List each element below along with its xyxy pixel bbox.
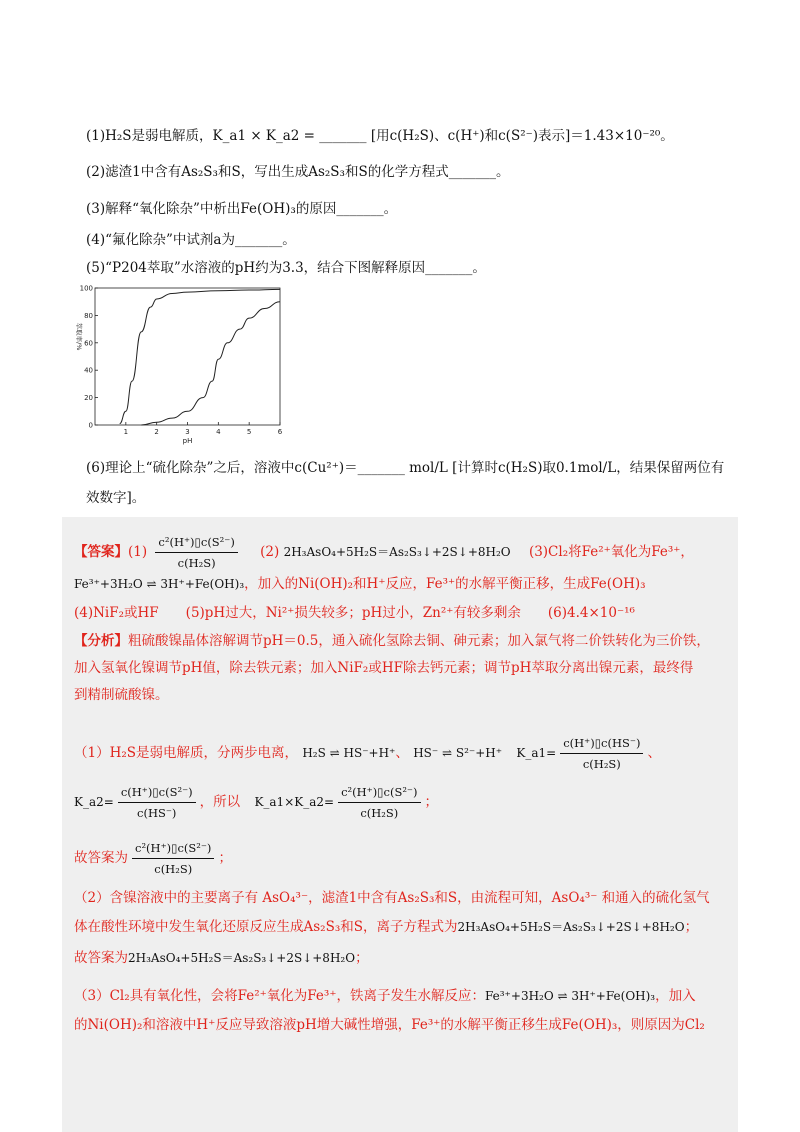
- answer-line-2: [74, 574, 646, 594]
- analysis-line-3: 到精制硫酸镍。: [74, 687, 169, 703]
- analysis-part-1-answer: [74, 838, 232, 879]
- answer-is-label: 故答案为: [74, 850, 128, 866]
- part-2-answer-equation: 2H₃AsO₄+5H₂S＝As₂S₃↓+2S↓+8H₂O: [128, 951, 356, 965]
- separator: ；: [218, 850, 232, 866]
- x-tick-label: 4: [216, 428, 221, 436]
- fraction-numerator: c(H⁺)▯c(HS⁻): [560, 733, 643, 754]
- ka2-label: K_a2=: [74, 795, 114, 809]
- ka1-label: K_a1=: [516, 746, 557, 760]
- analysis-text-1: 粗硫酸镍晶体溶解调节pH＝0.5，通入硫化氢除去铜、砷元素；加入氯气将二价铁转化为三价铁，: [128, 633, 710, 649]
- analysis-line-1: [74, 631, 710, 651]
- analysis-part-1-line-1: [74, 733, 661, 774]
- series-line-2: [141, 302, 280, 425]
- analysis-part-3-line-1: [74, 986, 696, 1006]
- x-axis-label: pH: [182, 437, 193, 445]
- x-tick-label: 6: [277, 428, 283, 436]
- question-6-line-1: (6)理论上“硫化除杂”之后，溶液中c(Cu²⁺)＝_______ mol/L [计算时c(H₂S)取0.1mol/L，结果保留两位有: [86, 460, 725, 476]
- answer-2-equation: 2H₃AsO₄+5H₂S＝As₂S₃↓+2S↓+8H₂O: [283, 545, 511, 559]
- y-tick-label: 0: [88, 421, 93, 430]
- answer-is-label: 故答案为: [74, 950, 128, 966]
- part-3-text: （3）Cl₂具有氧化性，会将Fe²⁺氧化为Fe³⁺，铁离子发生水解反应：: [74, 988, 485, 1004]
- extraction-rate-chart: [70, 280, 290, 445]
- ka-product-label: K_a1×K_a2=: [254, 795, 335, 809]
- fraction-denominator: c(H₂S): [177, 556, 216, 570]
- y-axis-label: 萃取率/%: [75, 322, 83, 351]
- hydrolysis-equation: Fe³⁺+3H₂O ⇌ 3H⁺+Fe(OH)₃: [484, 989, 656, 1003]
- x-tick-label: 2: [154, 428, 159, 436]
- y-tick-label: 80: [84, 311, 93, 320]
- question-2: (2)滤渣1中含有As₂S₃和S，写出生成As₂S₃和S的化学方程式_______。: [86, 164, 510, 180]
- y-tick-label: 100: [79, 284, 93, 293]
- fraction-denominator: c(H₂S): [154, 862, 193, 876]
- ka-product-fraction: [338, 782, 420, 823]
- y-tick-label: 20: [84, 394, 93, 403]
- ka2-fraction: [118, 782, 196, 823]
- answer-3-text: (3)Cl₂将Fe²⁺氧化为Fe³⁺，: [528, 544, 694, 560]
- part-2-text: 体在酸性环境中发生氧化还原反应生成As₂S₃和S，离子方程式为: [74, 919, 458, 935]
- x-tick-label: 5: [246, 428, 252, 436]
- fraction-numerator: c²(H⁺)▯c(S²⁻): [132, 838, 214, 859]
- separator: 、: [395, 745, 409, 761]
- fraction-numerator: c(H⁺)▯c(S²⁻): [118, 782, 196, 803]
- separator: ；: [684, 919, 699, 935]
- part-3-continue: ，加入: [655, 988, 696, 1004]
- question-1: (1)H₂S是弱电解质，K_a1 × K_a2 = _______ [用c(H₂S)、c(H⁺)和c(S²⁻)表示]＝1.43×10⁻²⁰。: [86, 128, 674, 144]
- fraction-numerator: c²(H⁺)▯c(S²⁻): [338, 782, 420, 803]
- question-3: (3)解释“氧化除杂”中析出Fe(OH)₃的原因_______。: [86, 201, 398, 217]
- answer-3-continued: ，加入的Ni(OH)₂和H⁺反应，Fe³⁺的水解平衡正移，生成Fe(OH)₃: [244, 576, 646, 592]
- analysis-part-2-answer: [74, 948, 369, 968]
- ka1-fraction: [560, 733, 643, 774]
- question-5: (5)“P204萃取”水溶液的pH约为3.3，结合下图解释原因_______。: [86, 260, 486, 276]
- x-tick-label: 1: [123, 428, 129, 436]
- part-1-answer-fraction: [132, 838, 214, 879]
- y-tick-label: 40: [84, 366, 93, 375]
- analysis-part-3-line-2: 的Ni(OH)₂和溶液中H⁺反应导致溶液pH增大碱性增强，Fe³⁺的水解平衡正移生成Fe(OH)₃，则原因为Cl₂: [74, 1017, 705, 1033]
- analysis-part-2-line-2: [74, 917, 698, 937]
- analysis-part-1-line-2: [74, 782, 438, 823]
- fraction-denominator: c(H₂S): [582, 757, 621, 771]
- therefore-text: ，所以: [199, 794, 241, 810]
- y-tick-label: 60: [84, 339, 93, 348]
- answer-1-label: (1): [128, 544, 148, 560]
- x-tick-label: 3: [185, 428, 190, 436]
- ionization-equation-1: H₂S ⇌ HS⁻+H⁺: [302, 746, 396, 760]
- answer-tag: 【答案】: [74, 544, 128, 560]
- answer-2-label: (2): [260, 544, 280, 560]
- fraction-numerator: c²(H⁺)▯c(S²⁻): [155, 532, 237, 553]
- ionic-equation: 2H₃AsO₄+5H₂S＝As₂S₃↓+2S↓+8H₂O: [457, 920, 685, 934]
- question-4: (4)“氟化除杂”中试剂a为_______。: [86, 232, 296, 248]
- plot-frame: [95, 288, 280, 425]
- fraction-denominator: c(H₂S): [360, 806, 399, 820]
- fraction-denominator: c(HS⁻): [137, 806, 177, 820]
- analysis-tag: 【分析】: [74, 633, 128, 649]
- analysis-part-2-line-1: （2）含镍溶液中的主要离子有 AsO₄³⁻，滤渣1中含有As₂S₃和S，由流程可知，AsO₄³⁻ 和通入的硫化氢气: [74, 890, 710, 906]
- separator: ；: [355, 950, 369, 966]
- separator: ；: [424, 794, 438, 810]
- separator: 、: [647, 745, 661, 761]
- ionization-equation-2: HS⁻ ⇌ S²⁻+H⁺: [413, 746, 503, 760]
- answer-line-3: (4)NiF₂或HF (5)pH过大，Ni²⁺损失较多；pH过小，Zn²⁺有较多剩余 (6)4.4×10⁻¹⁶: [74, 605, 635, 621]
- part-1-intro: （1）H₂S是弱电解质，分两步电离，: [74, 745, 299, 761]
- answer-1-fraction: [155, 532, 237, 573]
- series-line-1: [120, 289, 280, 423]
- analysis-line-2: 加入氢氧化镍调节pH值，除去铁元素；加入NiF₂或HF除去钙元素；调节pH萃取分离出镍元素，最终得: [74, 660, 694, 676]
- question-6-line-2: 效数字]。: [86, 490, 146, 506]
- answer-line-1: [74, 532, 694, 573]
- hydrolysis-equation: Fe³⁺+3H₂O ⇌ 3H⁺+Fe(OH)₃: [74, 577, 245, 591]
